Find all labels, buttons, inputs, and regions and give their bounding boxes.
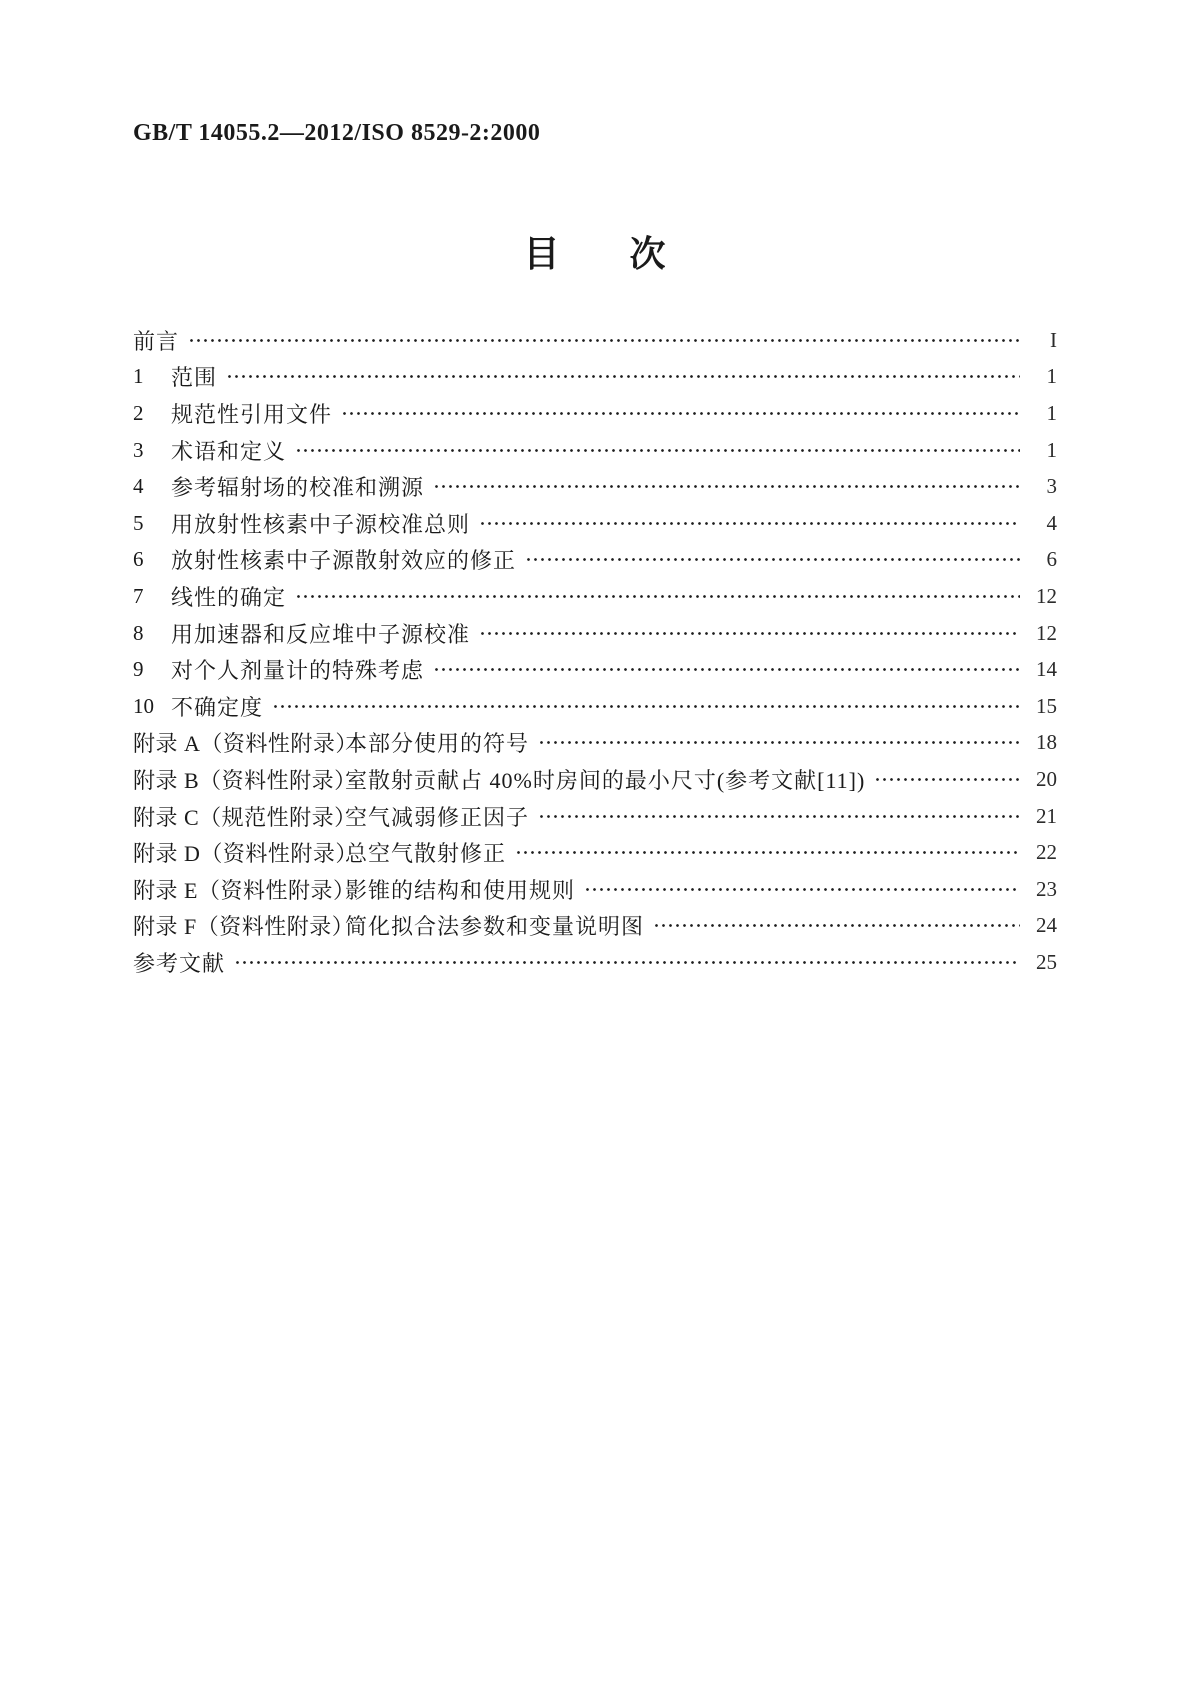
toc-entry [133, 688, 1057, 725]
toc-entry [133, 578, 1057, 615]
toc-entry [133, 395, 1057, 432]
toc-entry-number: 1 [133, 364, 144, 389]
toc-entry-label: 前言 [133, 328, 180, 354]
toc-entry-page: 15 [1036, 693, 1057, 718]
standard-number-header: GB/T 14055.2—2012/ISO 8529-2:2000 [133, 120, 541, 146]
toc-entry-page: 4 [1046, 510, 1057, 535]
toc-entry-page: 12 [1036, 620, 1057, 645]
dot-leader [433, 651, 1020, 688]
toc-entry-label: 放射性核素中子源散射效应的修正 [171, 548, 517, 574]
toc-entry-label: 范围 [171, 365, 218, 391]
toc-entry-label: 空气减弱修正因子 [345, 804, 530, 830]
toc-entry-number: 5 [133, 510, 144, 535]
toc-entry-page: 25 [1036, 949, 1057, 974]
toc-entry-page: 18 [1036, 730, 1057, 755]
toc-entry-page: 3 [1046, 474, 1057, 499]
toc-entry-label: 参考辐射场的校准和溯源 [171, 475, 425, 501]
toc-entry-page: 6 [1046, 547, 1057, 572]
toc-entry-appendix-prefix: 附录 C（规范性附录） [133, 804, 357, 830]
toc-entry-page: 1 [1046, 400, 1057, 425]
toc-entry-label: 室散射贡献占 40%时房间的最小尺寸(参考文献[11]) [345, 767, 866, 793]
table-of-contents [133, 322, 1057, 981]
toc-entry [133, 871, 1057, 908]
toc-entry-number: 7 [133, 583, 144, 608]
dot-leader [538, 725, 1020, 762]
dot-leader [538, 798, 1020, 835]
toc-entry-page: 23 [1036, 876, 1057, 901]
dot-leader [874, 761, 1020, 798]
toc-entry-label: 线性的确定 [171, 584, 287, 610]
toc-entry-appendix-prefix: 附录 B（资料性附录） [133, 767, 357, 793]
toc-entry [133, 798, 1057, 835]
toc-entry [133, 359, 1057, 396]
toc-entry-label: 规范性引用文件 [171, 401, 333, 427]
toc-entry-number: 10 [133, 693, 154, 718]
toc-entry-appendix-prefix: 附录 D（资料性附录） [133, 841, 358, 867]
dot-leader [234, 944, 1020, 981]
toc-entry [133, 542, 1057, 579]
toc-entry-page: 1 [1046, 437, 1057, 462]
toc-entry-label: 术语和定义 [171, 438, 287, 464]
toc-entry-page: 21 [1036, 803, 1057, 828]
toc-entry-label: 不确定度 [171, 694, 264, 720]
toc-entry [133, 468, 1057, 505]
toc-entry-label: 影锥的结构和使用规则 [345, 877, 576, 903]
toc-entry [133, 505, 1057, 542]
toc-entry-page: 1 [1046, 364, 1057, 389]
toc-entry-appendix-prefix: 附录 E（资料性附录） [133, 877, 356, 903]
toc-entry [133, 615, 1057, 652]
toc-entry-appendix-prefix: 附录 A（资料性附录） [133, 731, 358, 757]
toc-entry-number: 8 [133, 620, 144, 645]
dot-leader [479, 615, 1020, 652]
dot-leader [525, 542, 1020, 579]
toc-entry-label: 简化拟合法参数和变量说明图 [345, 914, 645, 940]
dot-leader [341, 395, 1020, 432]
toc-entry-label: 对个人剂量计的特殊考虑 [171, 658, 425, 684]
dot-leader [272, 688, 1020, 725]
toc-entry [133, 322, 1057, 359]
toc-entry [133, 432, 1057, 469]
toc-entry-number: 4 [133, 474, 144, 499]
dot-leader [515, 834, 1020, 871]
dot-leader [479, 505, 1020, 542]
dot-leader [653, 908, 1020, 945]
toc-entry-page: 14 [1036, 657, 1057, 682]
toc-entry-label: 用放射性核素中子源校准总则 [171, 511, 471, 537]
toc-entry-page: 12 [1036, 583, 1057, 608]
dot-leader [295, 578, 1020, 615]
toc-entry [133, 725, 1057, 762]
dot-leader [433, 468, 1020, 505]
toc-entry [133, 651, 1057, 688]
dot-leader [226, 359, 1020, 396]
toc-entry-number: 3 [133, 437, 144, 462]
toc-entry-page: I [1050, 327, 1057, 352]
toc-entry [133, 834, 1057, 871]
dot-leader [295, 432, 1020, 469]
toc-entry-label: 总空气散射修正 [345, 841, 507, 867]
dot-leader [584, 871, 1020, 908]
toc-entry-page: 20 [1036, 766, 1057, 791]
toc-entry-page: 24 [1036, 913, 1057, 938]
toc-entry-label: 参考文献 [133, 950, 226, 976]
toc-entry-label: 本部分使用的符号 [345, 731, 530, 757]
toc-entry-page: 22 [1036, 840, 1057, 865]
dot-leader [188, 322, 1020, 359]
page-title: 目 次 [523, 234, 668, 274]
toc-entry-number: 6 [133, 547, 144, 572]
toc-entry [133, 944, 1057, 981]
toc-entry-number: 2 [133, 400, 144, 425]
toc-entry-number: 9 [133, 657, 144, 682]
toc-entry [133, 908, 1057, 945]
toc-entry [133, 761, 1057, 798]
toc-entry-appendix-prefix: 附录 F（资料性附录） [133, 914, 355, 940]
toc-entry-label: 用加速器和反应堆中子源校准 [171, 621, 471, 647]
